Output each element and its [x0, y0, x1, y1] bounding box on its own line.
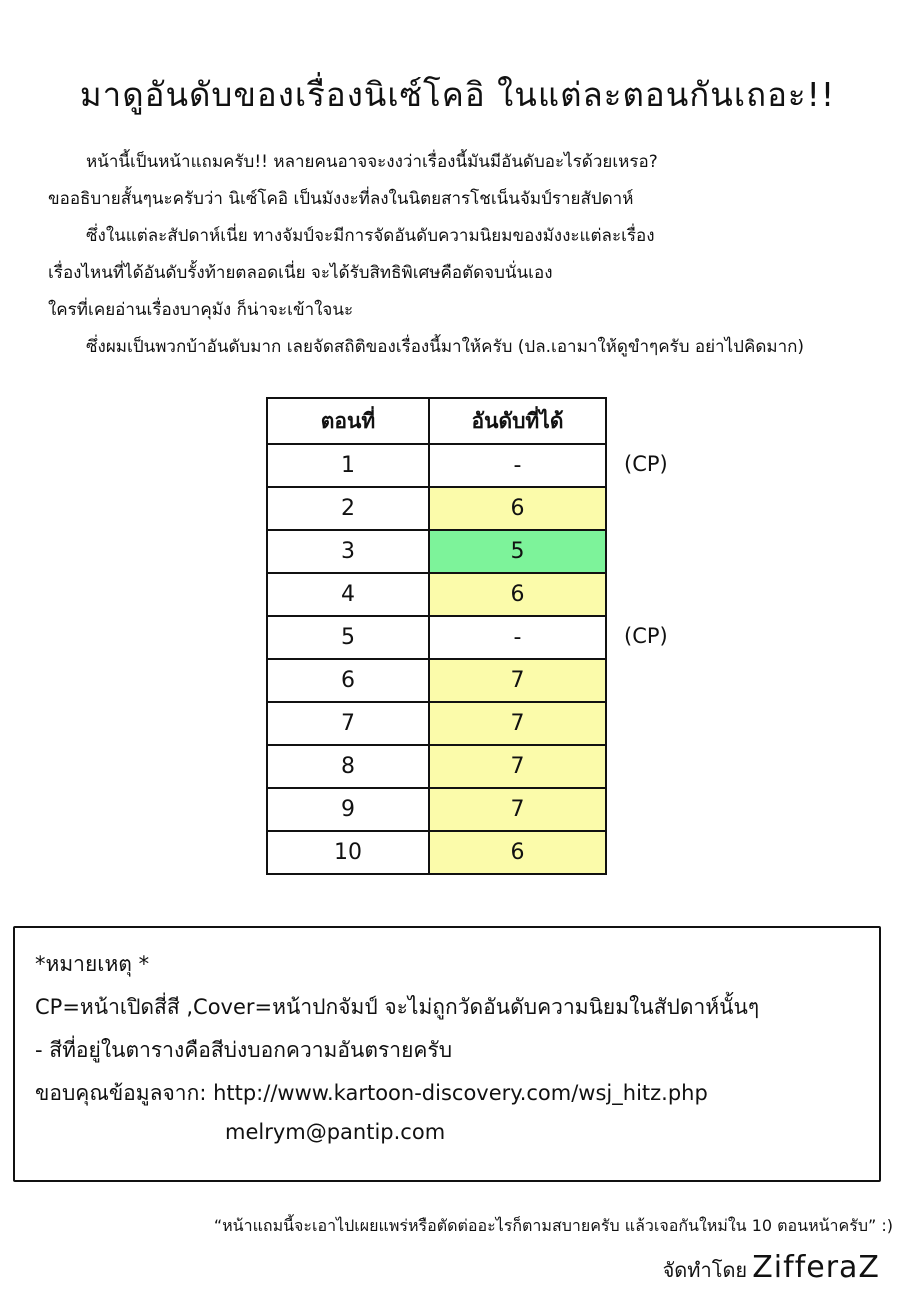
note-source-contact: melrym@pantip.com	[225, 1120, 446, 1144]
credit-label: จัดทำโดย	[662, 1258, 748, 1282]
intro-line: เรื่องไหนที่ได้อันดับรั้งท้ายตลอดเนี่ย จะได้รับสิทธิพิเศษคือตัดจบนั่นเอง	[48, 263, 553, 283]
credit-author: ZifferaZ	[752, 1250, 880, 1285]
table-row	[267, 831, 606, 874]
episode-cell: 6	[267, 659, 429, 702]
intro-line: หน้านี้เป็นหน้าแถมครับ!! หลายคนอาจจะงงว่าเรื่องนี้มันมีอันดับอะไรด้วยเหรอ?	[86, 152, 658, 172]
cp-note: (CP)	[624, 451, 668, 476]
cp-note: (CP)	[624, 623, 668, 648]
table-header-row	[267, 398, 606, 444]
rank-cell: -	[429, 444, 606, 487]
table-row	[267, 573, 606, 616]
table-row	[267, 788, 606, 831]
intro-line: ซึ่งในแต่ละสัปดาห์เนี่ย ทางจัมป์จะมีการจัดอันดับความนิยมของมังงะแต่ละเรื่อง	[86, 226, 655, 246]
episode-cell: 7	[267, 702, 429, 745]
rank-cell: 7	[429, 659, 606, 702]
table-row	[267, 487, 606, 530]
note-box	[13, 926, 881, 1182]
rank-cell: 6	[429, 573, 606, 616]
note-cp-definition: CP=หน้าเปิดสี่สี ,Cover=หน้าปกจัมป์ จะไม่ถูกวัดอันดับความนิยมในสัปดาห์นั้นๆ	[35, 995, 760, 1019]
rank-cell: 7	[429, 702, 606, 745]
rank-cell: 6	[429, 487, 606, 530]
table-row	[267, 530, 606, 573]
rank-cell: -	[429, 616, 606, 659]
episode-cell: 3	[267, 530, 429, 573]
table-row	[267, 444, 606, 487]
footer-quote: “หน้าแถมนี้จะเอาไปเผยแพร่หรือตัดต่ออะไรก็ตามสบายครับ แล้วเจอกันใหม่ใน 10 ตอนหน้าครับ” :)	[213, 1216, 893, 1235]
rank-cell: 6	[429, 831, 606, 874]
page-title: มาดูอันดับของเรื่องนิเซ์โคอิ ในแต่ละตอนกันเถอะ!!	[79, 75, 836, 114]
episode-cell: 9	[267, 788, 429, 831]
column-header-rank: อันดับที่ได้	[429, 398, 606, 444]
episode-cell: 10	[267, 831, 429, 874]
table-row	[267, 616, 606, 659]
intro-line: ซึ่งผมเป็นพวกบ้าอันดับมาก เลยจัดสถิติของเรื่องนี้มาให้ครับ (ปล.เอามาให้ดูขำๆครับ อย่าไปคิดมาก)	[86, 337, 805, 357]
rank-cell: 7	[429, 745, 606, 788]
credit	[663, 1250, 880, 1286]
note-heading: *หมายเหตุ *	[35, 952, 150, 976]
ranking-table	[266, 397, 607, 875]
episode-cell: 2	[267, 487, 429, 530]
note-color-meaning: - สีที่อยู่ในตารางคือสีบ่งบอกความอันตรายครับ	[35, 1038, 453, 1062]
rank-cell: 5	[429, 530, 606, 573]
table-row	[267, 659, 606, 702]
note-source: ขอบคุณข้อมูลจาก: http://www.kartoon-discovery.com/wsj_hitz.php	[35, 1081, 708, 1105]
episode-cell: 5	[267, 616, 429, 659]
episode-cell: 1	[267, 444, 429, 487]
table-row	[267, 702, 606, 745]
episode-cell: 8	[267, 745, 429, 788]
intro-line: ใครที่เคยอ่านเรื่องบาคุมัง ก็น่าจะเข้าใจนะ	[48, 300, 354, 320]
column-header-episode: ตอนที่	[267, 398, 429, 444]
table-row	[267, 745, 606, 788]
intro-line: ขออธิบายสั้นๆนะครับว่า นิเซ์โคอิ เป็นมังงะที่ลงในนิตยสารโชเน็นจัมป์รายสัปดาห์	[48, 189, 634, 209]
episode-cell: 4	[267, 573, 429, 616]
rank-cell: 7	[429, 788, 606, 831]
